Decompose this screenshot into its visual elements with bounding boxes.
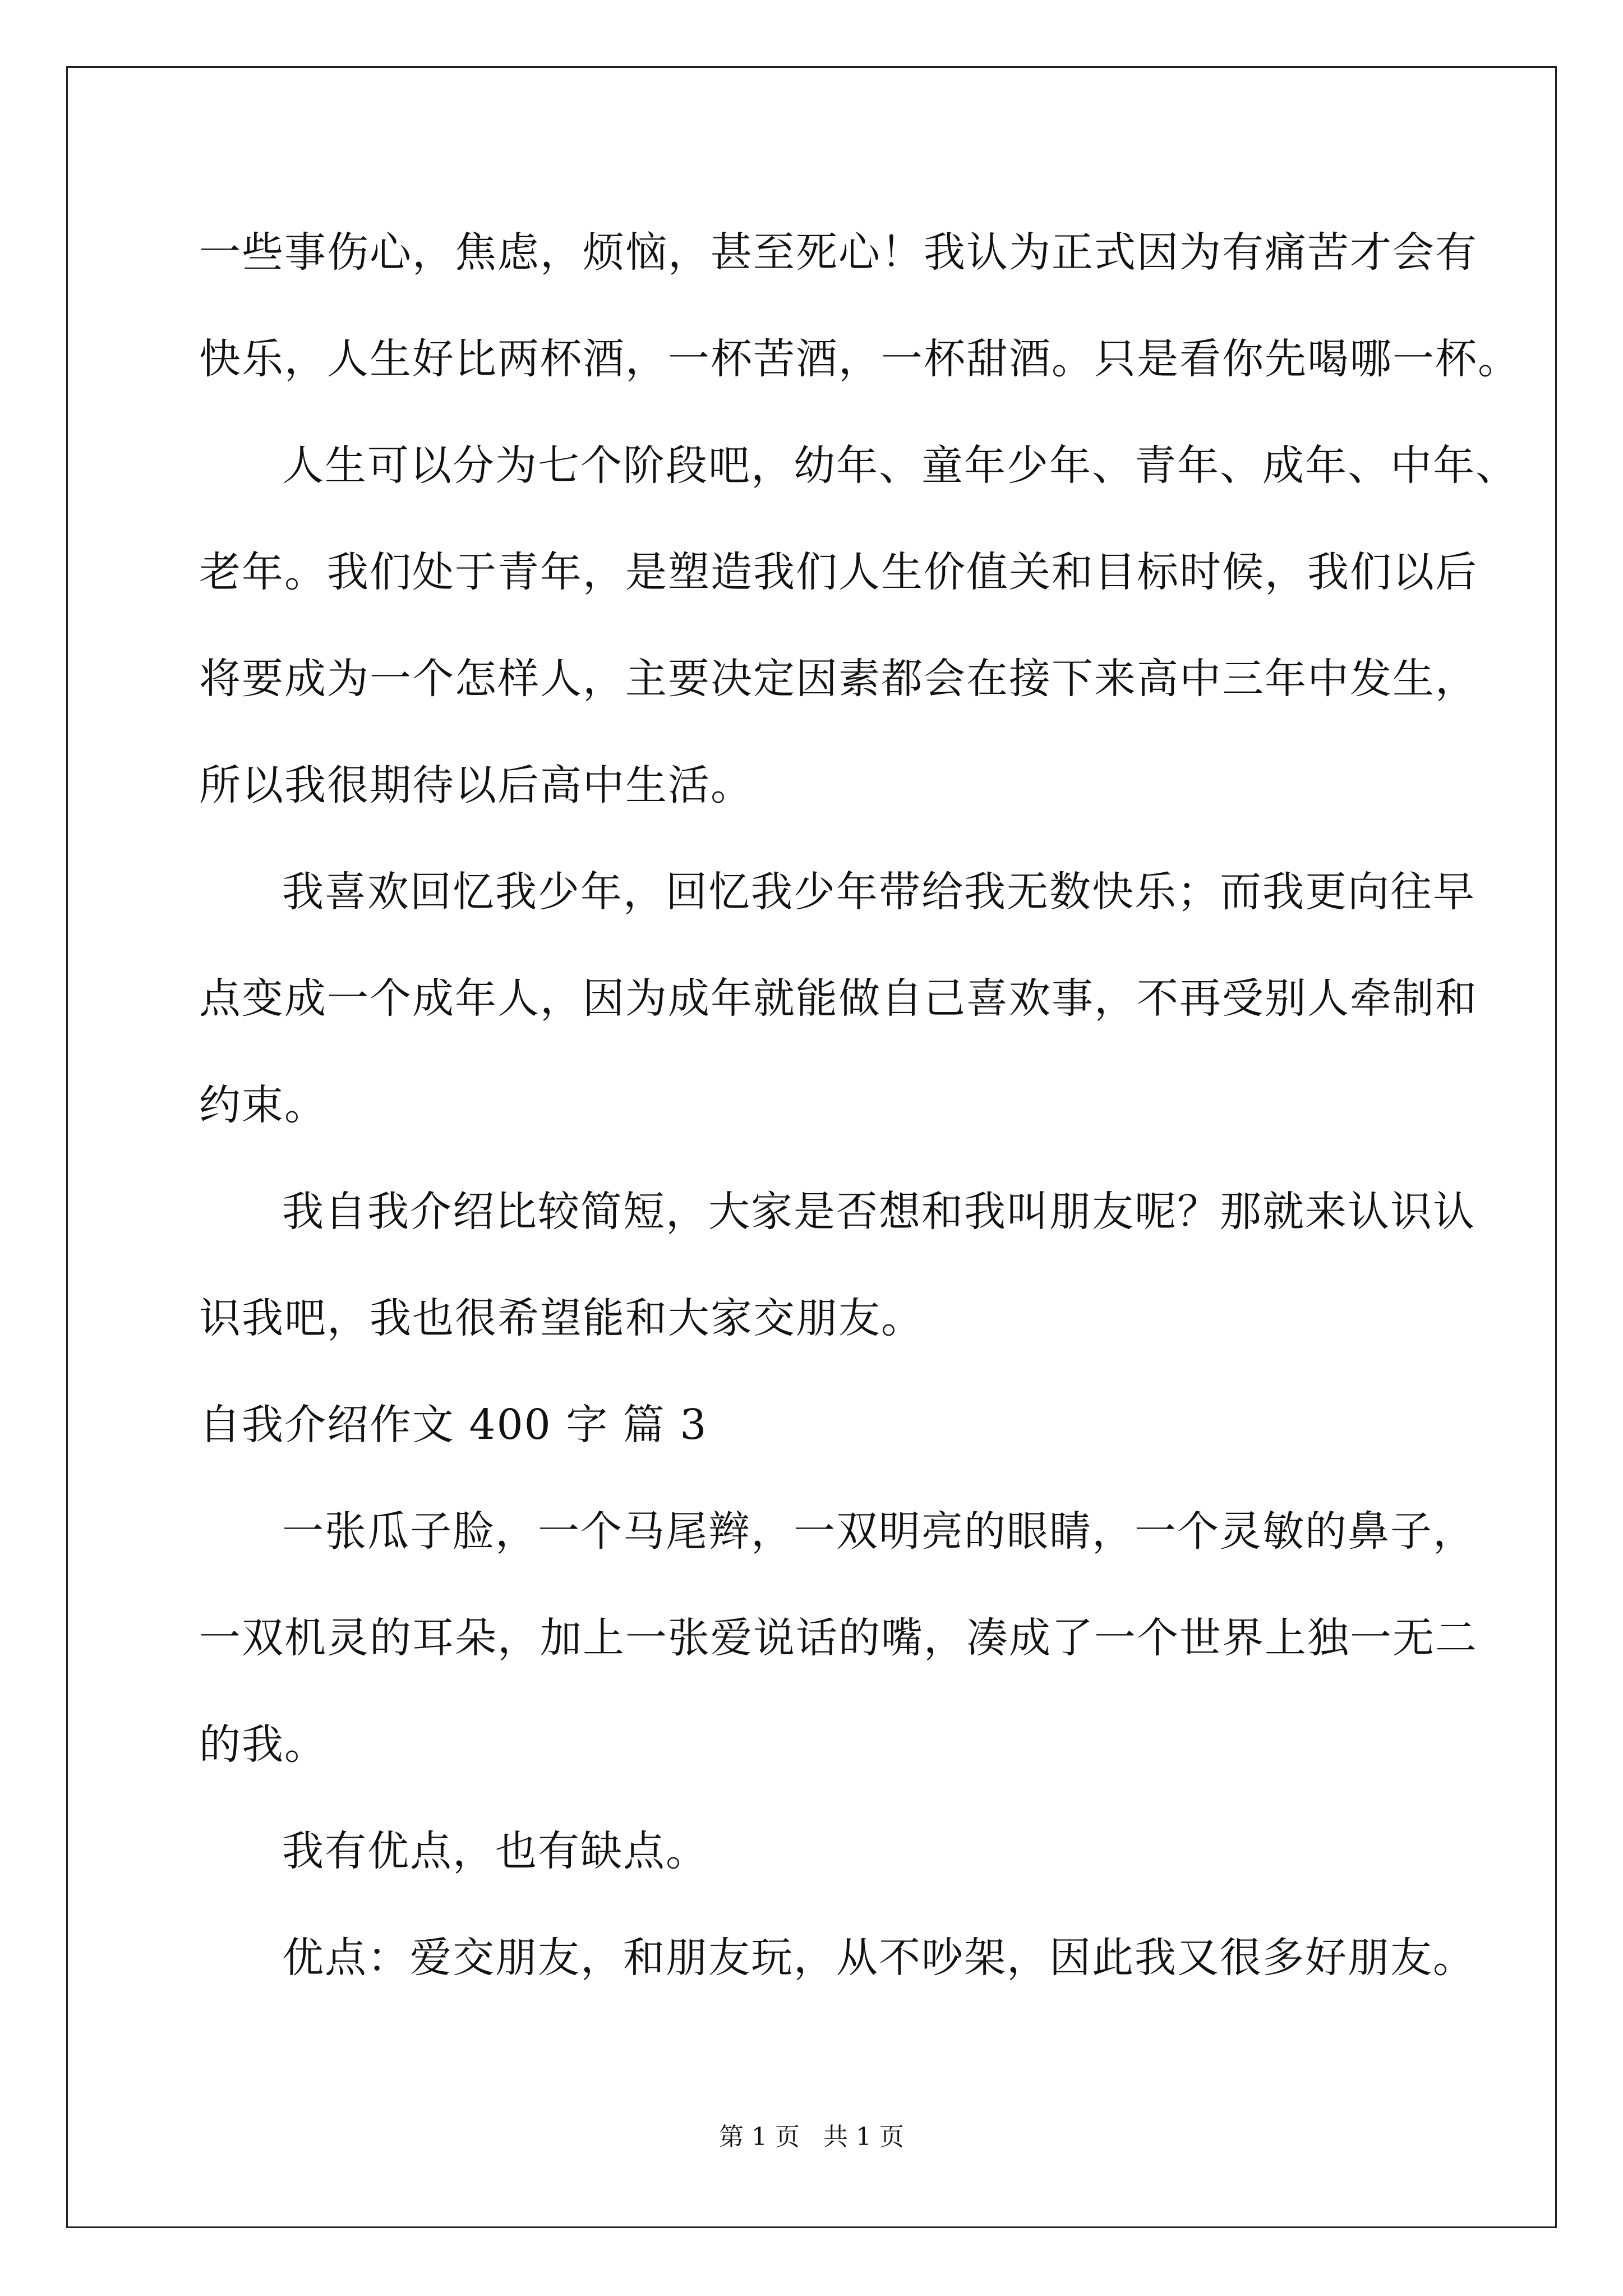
section-heading: 自我介绍作文 400 字 篇 3 xyxy=(199,1401,708,1449)
text-line-11: 识我吧，我也很希望能和大家交朋友。 xyxy=(199,1294,924,1342)
text-line-5: 将要成为一个怎样人，主要决定因素都会在接下来高中三年中发生， xyxy=(199,655,1478,703)
text-line-16: 我有优点，也有缺点。 xyxy=(282,1827,708,1875)
text-line-10: 我自我介绍比较简短，大家是否想和我叫朋友呢？那就来认识认 xyxy=(282,1188,1476,1236)
text-line-3: 人生可以分为七个阶段吧，幼年、童年少年、青年、成年、中年、 xyxy=(282,441,1518,490)
text-line-14: 一双机灵的耳朵，加上一张爱说话的嘴，凑成了一个世界上独一无二 xyxy=(199,1614,1478,1662)
text-line-17: 优点：爱交朋友，和朋友玩，从不吵架，因此我又很多好朋友。 xyxy=(282,1934,1476,1982)
document-body xyxy=(199,199,1520,2011)
text-line-1: 一些事伤心，焦虑，烦恼，甚至死心！我认为正式因为有痛苦才会有 xyxy=(199,228,1478,277)
text-line-7: 我喜欢回忆我少年，回忆我少年带给我无数快乐；而我更向往早 xyxy=(282,868,1476,916)
text-line-8: 点变成一个成年人，因为成年就能做自己喜欢事，不再受别人牵制和 xyxy=(199,974,1478,1023)
text-line-2: 快乐，人生好比两杯酒，一杯苦酒，一杯甜酒。只是看你先喝哪一杯。 xyxy=(199,335,1520,383)
text-line-4: 老年。我们处于青年，是塑造我们人生价值关和目标时候，我们以后 xyxy=(199,548,1478,596)
text-line-13: 一张瓜子脸，一个马尾辫，一双明亮的眼睛，一个灵敏的鼻子， xyxy=(282,1507,1476,1556)
text-line-9: 约束。 xyxy=(199,1081,327,1129)
page-number-footer: 第 1 页 共 1 页 xyxy=(719,2123,904,2151)
text-line-15: 的我。 xyxy=(199,1720,327,1769)
text-line-6: 所以我很期待以后高中生活。 xyxy=(199,761,753,809)
